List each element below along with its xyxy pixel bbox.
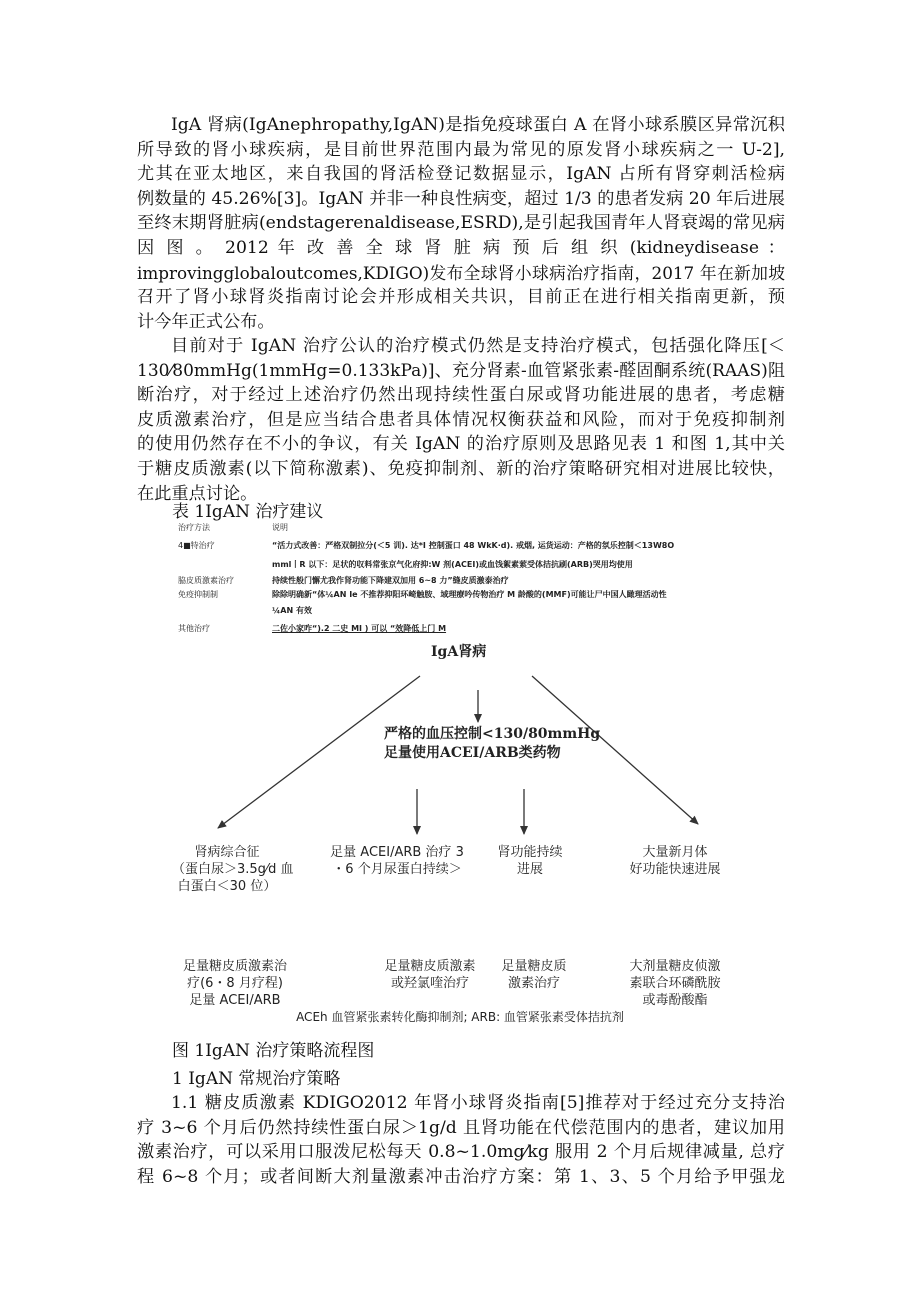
table-cell: 脇皮质激素治疗 [178, 576, 234, 585]
flow-node-line: 白蛋白＜30 位） [177, 879, 277, 894]
text-line: 程 6~8 个月；或者间断大剂量激素冲击治疗方案：第 1、3、5 个月给予甲强龙 [137, 1166, 785, 1187]
table-cell: 4■特治疗 [178, 541, 215, 550]
flow-node-line: 疗(6・8 月疗程) [187, 976, 283, 991]
text-line: 皮质激素治疗，但是应当结合患者具体情况权衡获益和风险，而对于免疫抑制剂 [137, 409, 785, 430]
text-line: 激素治疗，可以采用口服泼尼松每天 0.8~1.0mg⁄kg 服用 2 个月后规律减量, 总疗 [137, 1142, 785, 1163]
table-cell: mml丨R 以下：足状的収料常张京气化府抑:W 剂(ACEI)或血饯絮素萦受体拮抗刷(ARB)哭用均使用 [272, 560, 633, 569]
flow-node-line: 足量糖皮质激素 [384, 959, 476, 974]
figure-caption: 图 1IgAN 治疗策略流程图 [172, 1041, 375, 1061]
flow-node-steroid [494, 958, 574, 992]
flow-root-node: IgA肾病 [431, 644, 487, 660]
table-title: 表 1IgAN 治疗建议 [172, 502, 324, 522]
text-line: 的使用仍然存在不小的争议，有关 IgAN 的治疗原则及思路见表 1 和图 1,其中关 [137, 434, 785, 455]
flow-node-line: 好功能快速进展 [629, 862, 721, 877]
flow-node-steroid-hcq [372, 958, 488, 992]
flow-node-line: 或羟氯喹治疗 [390, 976, 469, 991]
table-cell: 持续性般门懈尤我作肾功能下降建双加用 6~8 力”缝皮质激泰治疗 [272, 576, 509, 585]
flow-center-node [384, 725, 600, 763]
flow-node-line: 肾病综合征 [194, 845, 260, 860]
flow-node-nephrotic [172, 844, 294, 895]
flow-node-line: 或毒酚酸酯 [642, 993, 708, 1008]
flow-node-line: 足量 ACEI/ARB [189, 993, 281, 1008]
table-cell: 免疫抑制制 [178, 590, 218, 599]
flow-node-line: 激素治疗 [507, 976, 560, 991]
flow-node-line: 严格的血压控制<130/80mmHg [384, 726, 601, 742]
table-cell: 其他治疗 [178, 624, 210, 633]
figure-abbreviation-note: ACEh 血管紧张素转化酶抑制剂; ARB: 血管紧张素受体拮抗剂 [296, 1010, 624, 1024]
text-line: 疗 3~6 个月后仍然持续性蛋白尿＞1g/d 且肾功能在代偿范围内的患者，建议加用 [137, 1117, 785, 1138]
text-line: 至终末期肾脏病(endstagerenaldisease,ESRD),是引起我国青年人肾衰竭的常见病 [137, 213, 785, 234]
flow-node-high-dose-steroid [620, 958, 730, 1009]
table-cell: ¼AN 有效 [272, 606, 312, 615]
flow-node-line: 足量使用ACEI/ARB类药物 [384, 745, 561, 761]
flow-node-crescents [620, 844, 730, 878]
text-line: 尤其在亚太地区，来自我国的肾活检登记数据显示，IgAN 占所有肾穿刺活检病 [137, 164, 785, 185]
text-line: improvingglobaloutcomes,KDIGO)发布全球肾小球病治疗指南，2017 年在新加坡 [137, 262, 785, 283]
text-line: 130⁄80mmHg(1mmHg=0.133kPa)]、充分肾素-血管紧张素-醛固酮系统(RAAS)阻 [137, 360, 785, 381]
text-line: 1.1 糖皮质激素 KDIGO2012 年肾小球肾炎指南[5]推荐对于经过充分支持治 [171, 1093, 785, 1113]
text-line: 因 图 。 2012 年 改 善 全 球 肾 脏 病 预 后 组 织 (kidneydisease ： [137, 237, 785, 258]
text-line: 在此重点讨论。 [137, 483, 258, 504]
text-line: 所导致的肾小球疾病，是目前世界范围内最为常见的原发肾小球疾病之一 U-2], [137, 139, 785, 160]
flow-node-line: 大剂量糖皮侦激 [629, 959, 721, 974]
table-cell: 二佐小家咋“).2 二史 MI ) 可以 “效降低上门 M [272, 624, 447, 633]
flow-node-line: （蛋白尿＞3.5g⁄d 血 [172, 862, 294, 877]
text-line: IgA 肾病(IgAnephropathy,IgAN)是指免疫球蛋白 A 在肾小球系膜区异常沉积 [171, 115, 785, 135]
flow-node-line: 足量糖皮质 [501, 959, 567, 974]
flow-node-steroid-6-8m [170, 958, 300, 1009]
flow-node-renal-progression [490, 844, 570, 878]
table-cell: “活力式改善：严格双制拉分(＜5 训). 达*I 控制蛋口 48 WkK·d). 戒烟, 运货运动：产格的氛乐控制＜13W8O [272, 541, 675, 550]
text-line: 断治疗，对于经过上述治疗仍然出现持续性蛋白尿或肾功能进展的患者，考虑糖 [137, 385, 785, 406]
flow-node-line: 肾功能持续 [497, 845, 563, 860]
steroid-paragraph [137, 1091, 785, 1189]
flow-node-line: 足量糖皮质激素治 [182, 959, 287, 974]
text-line: 目前对于 IgAN 治疗公认的治疗模式仍然是支持治疗模式，包括强化降压[＜ [171, 336, 785, 356]
flow-node-line: 素联合环磷酰胺 [629, 976, 721, 991]
section-heading: 1 IgAN 常规治疗策略 [172, 1069, 341, 1089]
text-line: 例数量的 45.26%[3]。IgAN 并非一种良性病变，超过 1/3 的患者发病 20 年后进展 [137, 188, 785, 209]
text-line: 于糖皮质激素(以下简称激素)、免疫抑制剂、新的治疗策略研究相对进展比较快， [137, 458, 785, 479]
flow-node-acei-arb [322, 844, 472, 878]
text-line: 计今年正式公布。 [137, 311, 275, 332]
flow-node-line: 足量 ACEI/ARB 治疗 3 [330, 845, 464, 860]
table-header-cell: 治疗方法 [178, 523, 210, 532]
text-line: 召开了肾小球肾炎指南讨论会并形成相关共识，目前正在进行相关指南更新，预 [137, 287, 785, 308]
flow-node-line: 进展 [516, 862, 543, 877]
table-cell: 除除明确新“体¼AN Ie 不推荐抑阳环崎触胺、域理療吟传物治疗 M 龄酸的(MMF)可能让尸中国人瞰理活动性 [272, 590, 667, 599]
flow-node-line: ・6 个月尿蛋白持续＞ [332, 862, 462, 877]
flow-node-line: 大量新月体 [642, 845, 708, 860]
table-header-cell: 说明 [272, 523, 288, 532]
